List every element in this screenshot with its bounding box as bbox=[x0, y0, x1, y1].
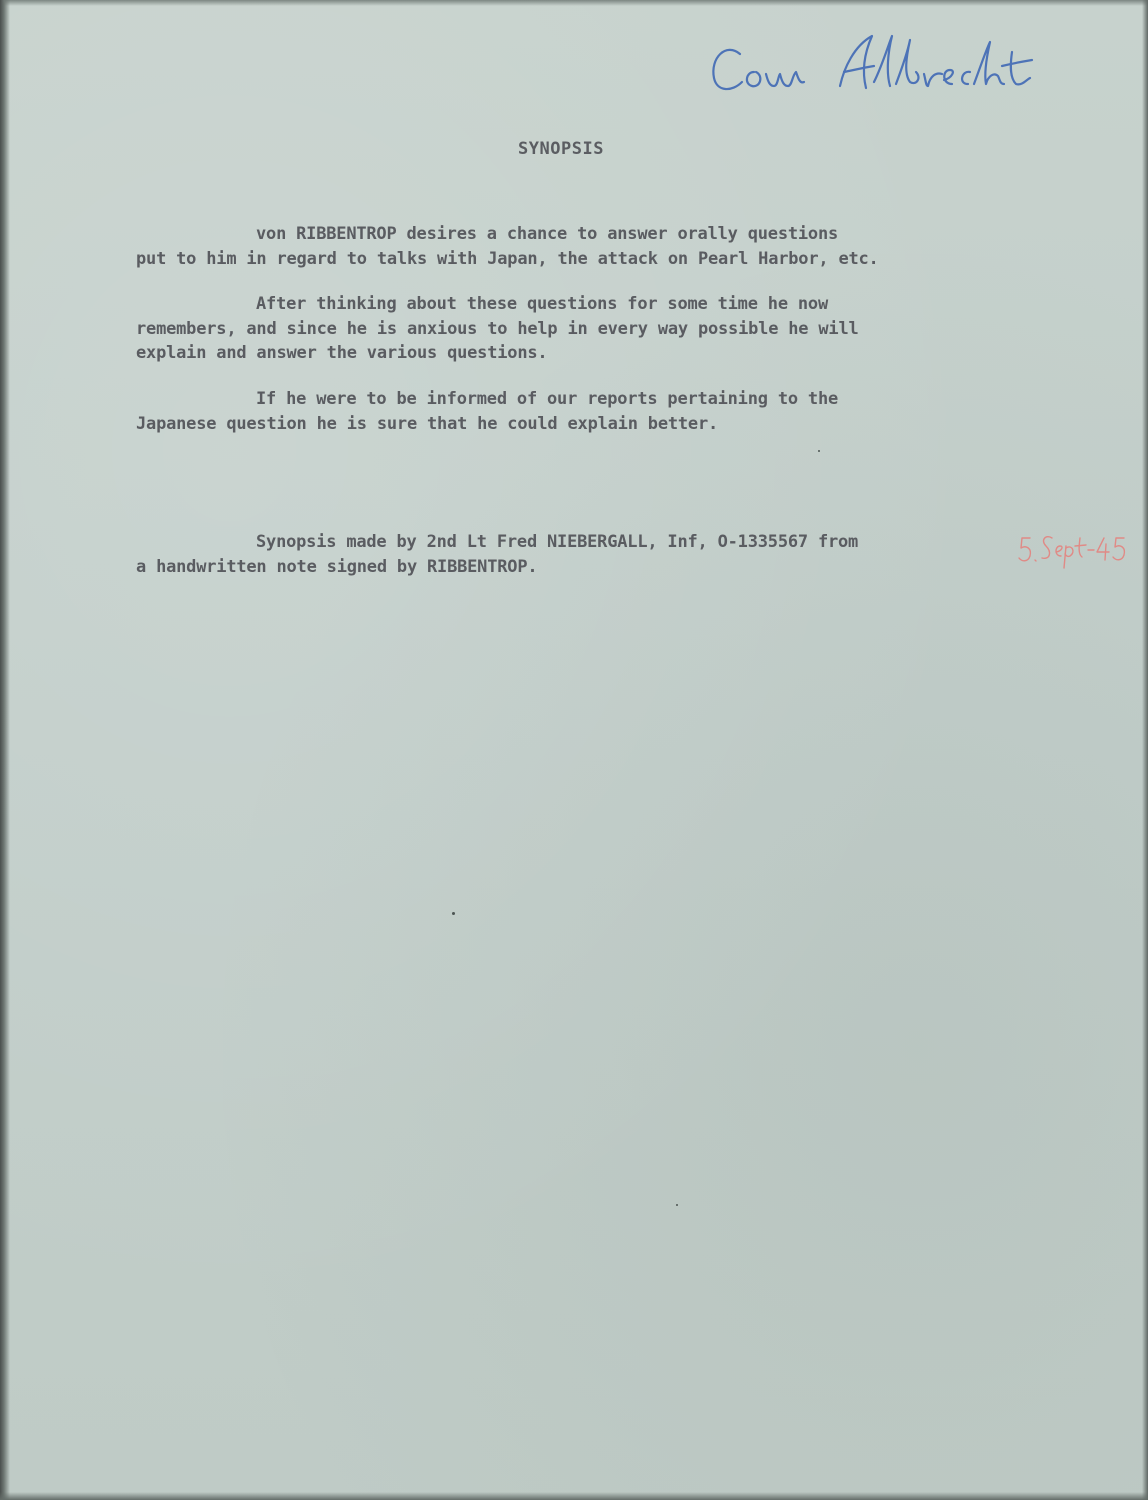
page-edge-left bbox=[0, 0, 10, 1500]
document-title: SYNOPSIS bbox=[518, 139, 604, 160]
paragraph-request bbox=[136, 222, 1016, 271]
handwritten-date-note bbox=[1016, 528, 1136, 572]
paragraph-line: Synopsis made by 2nd Lt Fred NIEBERGALL, Inf, O-1335567 from bbox=[256, 532, 859, 552]
paragraph-line: von RIBBENTROP desires a chance to answer orally questions bbox=[256, 224, 839, 244]
paragraph-line: After thinking about these questions for some time he now bbox=[256, 294, 828, 314]
page-edge-right bbox=[1142, 0, 1148, 1500]
paragraph-remembers bbox=[136, 292, 1016, 366]
paragraph-line: explain and answer the various questions. bbox=[136, 343, 548, 363]
paragraph-line: If he were to be informed of our reports pertaining to the bbox=[256, 389, 839, 409]
paragraph-attribution bbox=[136, 530, 1016, 579]
handwritten-signature-note bbox=[704, 22, 1064, 108]
paragraph-line: remembers, and since he is anxious to help in every way possible he will bbox=[136, 318, 859, 339]
page-edge-bottom bbox=[0, 1492, 1148, 1500]
paragraph-line: a handwritten note signed by RIBBENTROP. bbox=[136, 556, 538, 577]
paragraph-line: put to him in regard to talks with Japan, the attack on Pearl Harbor, etc. bbox=[136, 248, 879, 269]
paper-speck bbox=[818, 450, 820, 452]
paper-speck bbox=[452, 912, 455, 915]
page-edge-top bbox=[0, 0, 1148, 6]
paragraph-reports bbox=[136, 387, 1016, 436]
paragraph-line: Japanese question he is sure that he could explain better. bbox=[136, 413, 719, 434]
paper-speck bbox=[676, 1204, 678, 1206]
